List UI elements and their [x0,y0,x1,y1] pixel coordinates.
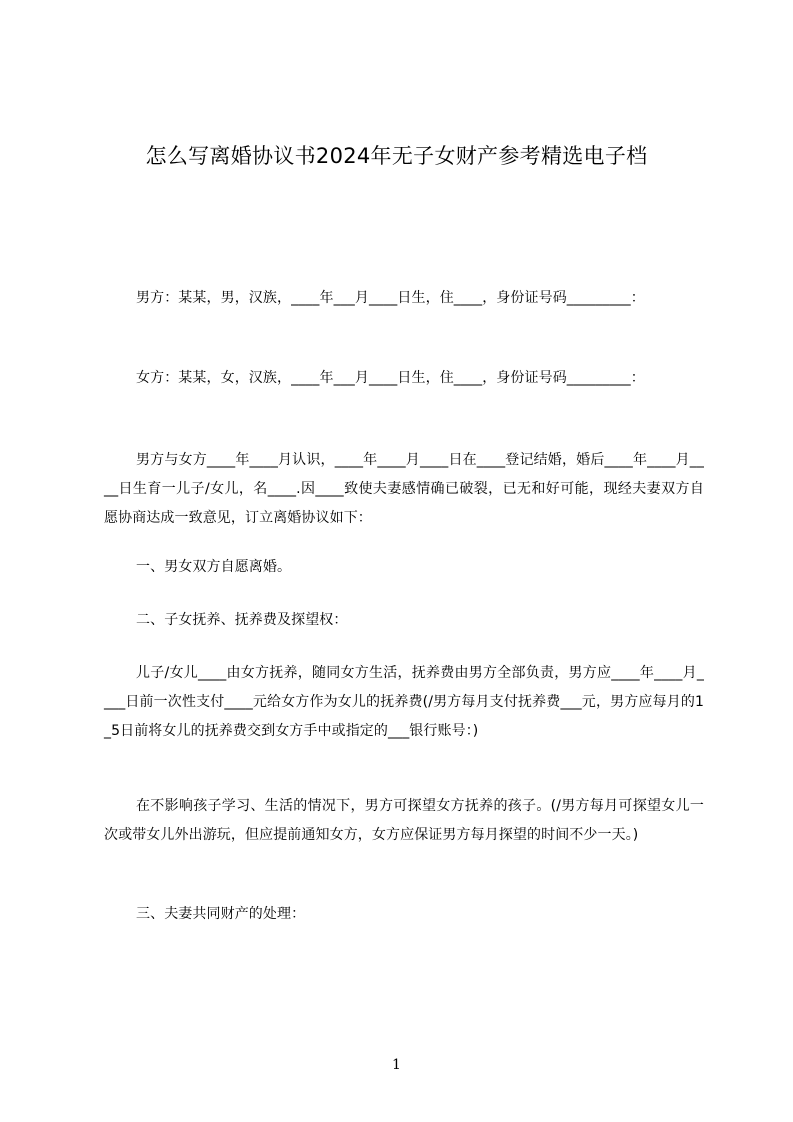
paragraph-woman-info: 女方：某某，女，汉族，____年___月____日生，住____，身份证号码_________： [136,370,645,386]
paragraph-marriage-info: 男方与女方____年____月认识，____年____月____日在____登记结婚，婚后____年____月____日生育一儿子/女儿，名____.因____致使夫妻感情确已破裂，已无和好可能，现经夫妻双方自愿协商达成一致意见，订立离婚协议如下： [104,452,704,526]
clause-1-heading: 一、男女双方自愿离婚。 [136,559,292,575]
document-title: 怎么写离婚协议书2024年无子女财产参考精选电子档 [145,144,648,168]
paragraph-visitation: 在不影响孩子学习、生活的情况下，男方可探望女方抚养的孩子。(/男方每月可探望女儿一次或带女儿外出游玩，但应提前通知女方，女方应保证男方每月探望的时间不少一天。) [104,798,704,843]
clause-2-heading: 二、子女抚养、抚养费及探望权： [136,612,348,628]
page-number: 1 [392,1057,401,1073]
paragraph-man-info: 男方：某某，男，汉族，____年___月____日生，住____，身份证号码_________： [136,290,645,306]
clause-3-heading: 三、夫妻共同财产的处理： [136,906,306,922]
paragraph-child-support: 儿子/女儿____由女方抚养，随同女方生活，抚养费由男方全部负责，男方应____年____月____日前一次性支付____元给女方作为女儿的抚养费(/男方每月支付抚养费___元，男方应每月的1_5日前将女儿的抚养费交到女方手中或指定的___银行账号：) [104,665,704,739]
